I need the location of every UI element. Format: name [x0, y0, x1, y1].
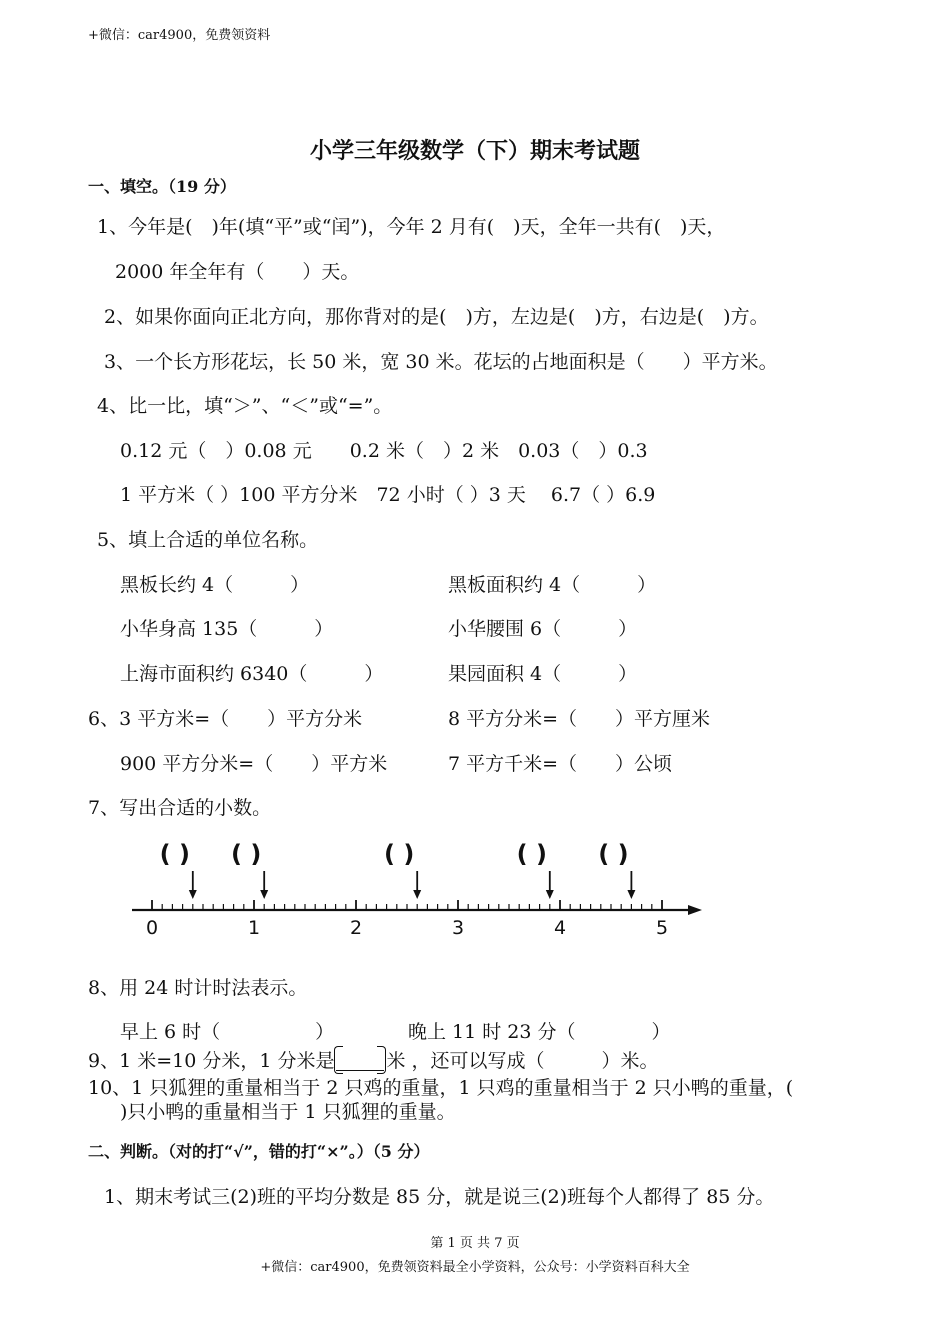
tick-label: 0: [145, 917, 159, 939]
q4: 4、比一比，填“＞”、“＜”或“=”。: [97, 395, 393, 417]
section2-heading: 二、判断。（对的打“√”，错的打“×”。）（5 分）: [88, 1142, 430, 1161]
q5-item: 小华腰围 6（ ）: [448, 618, 638, 640]
q8-item: 晚上 11 时 23 分（ ）: [408, 1021, 671, 1043]
answer-blank: ( ): [516, 840, 547, 868]
pointer-arrow-head: [260, 890, 268, 899]
tick-label: 5: [655, 917, 669, 939]
number-line: [120, 835, 720, 945]
q6-item: 8 平方分米=（ ）平方厘米: [448, 708, 711, 730]
footer-promo: +微信：car4900，免费领资料最全小学资料，公众号：小学资料百科大全: [260, 1260, 690, 1275]
answer-blank: ( ): [231, 840, 262, 868]
q3: 3、一个长方形花坛，长 50 米，宽 30 米。花坛的占地面积是（ ）平方米。: [104, 351, 778, 373]
q9: [88, 1046, 659, 1073]
fraction-blank: [336, 1048, 384, 1071]
tick-label: 2: [349, 917, 363, 939]
q7: 7、写出合适的小数。: [88, 797, 272, 819]
q5: 5、填上合适的单位名称。: [97, 529, 319, 551]
q2: 2、如果你面向正北方向，那你背对的是( )方，左边是( )方，右边是( )方。: [104, 306, 769, 328]
q9-text-post: 米 ，还可以写成（ ）米。: [386, 1050, 659, 1072]
section1-heading: 一、填空。（19 分）: [88, 177, 236, 196]
q4-row2: 1 平方米（ ）100 平方分米 72 小时（ ）3 天 6.7（ ）6.9: [120, 484, 656, 506]
q10-line2: )只小鸭的重量相当于 1 只狐狸的重量。: [120, 1101, 456, 1123]
q1-line1: 1、今年是( )年(填“平”或“闰”)，今年 2 月有( )天，全年一共有( )天，: [97, 216, 726, 238]
pointer-arrow-head: [627, 890, 635, 899]
number-line-arrowhead: [688, 905, 702, 915]
q6-item: 900 平方分米=（ ）平方米: [120, 753, 388, 775]
page-number: 第 1 页 共 7 页: [430, 1236, 520, 1251]
answer-blank: ( ): [384, 840, 415, 868]
q8: 8、用 24 时计时法表示。: [88, 977, 308, 999]
q5-item: 黑板面积约 4（ ）: [448, 574, 657, 596]
tick-label: 3: [451, 917, 465, 939]
page-title: 小学三年级数学（下）期末考试题: [309, 138, 640, 164]
q6-item: 6、3 平方米=（ ）平方分米: [88, 708, 363, 730]
pointer-arrow-head: [546, 890, 554, 899]
q9-text-pre: 9、1 米=10 分米，1 分米是: [88, 1050, 335, 1072]
q5-item: 果园面积 4（ ）: [448, 663, 638, 685]
q1-line2: 2000 年全年有（ ）天。: [115, 261, 360, 283]
tick-label: 1: [247, 917, 261, 939]
header-promo: +微信：car4900，免费领资料: [88, 28, 271, 43]
q10-line1: 10、1 只狐狸的重量相当于 2 只鸡的重量，1 只鸡的重量相当于 2 只小鸭的重量，(: [88, 1077, 794, 1099]
answer-blank: ( ): [598, 840, 629, 868]
pointer-arrow-head: [413, 890, 421, 899]
s2-q1: 1、期末考试三(2)班的平均分数是 85 分，就是说三(2)班每个人都得了 85 分。: [104, 1186, 775, 1208]
q5-item: 黑板长约 4（ ）: [120, 574, 310, 596]
q5-item: 小华身高 135（ ）: [120, 618, 334, 640]
q4-row1: 0.12 元（ ）0.08 元 0.2 米（ ）2 米 0.03（ ）0.3: [120, 440, 648, 462]
answer-blank: ( ): [159, 840, 190, 868]
pointer-arrow-head: [189, 890, 197, 899]
q8-item: 早上 6 时（ ）: [120, 1021, 335, 1043]
tick-label: 4: [553, 917, 567, 939]
q6-item: 7 平方千米=（ ）公顷: [448, 753, 673, 775]
q5-item: 上海市面积约 6340（ ）: [120, 663, 384, 685]
